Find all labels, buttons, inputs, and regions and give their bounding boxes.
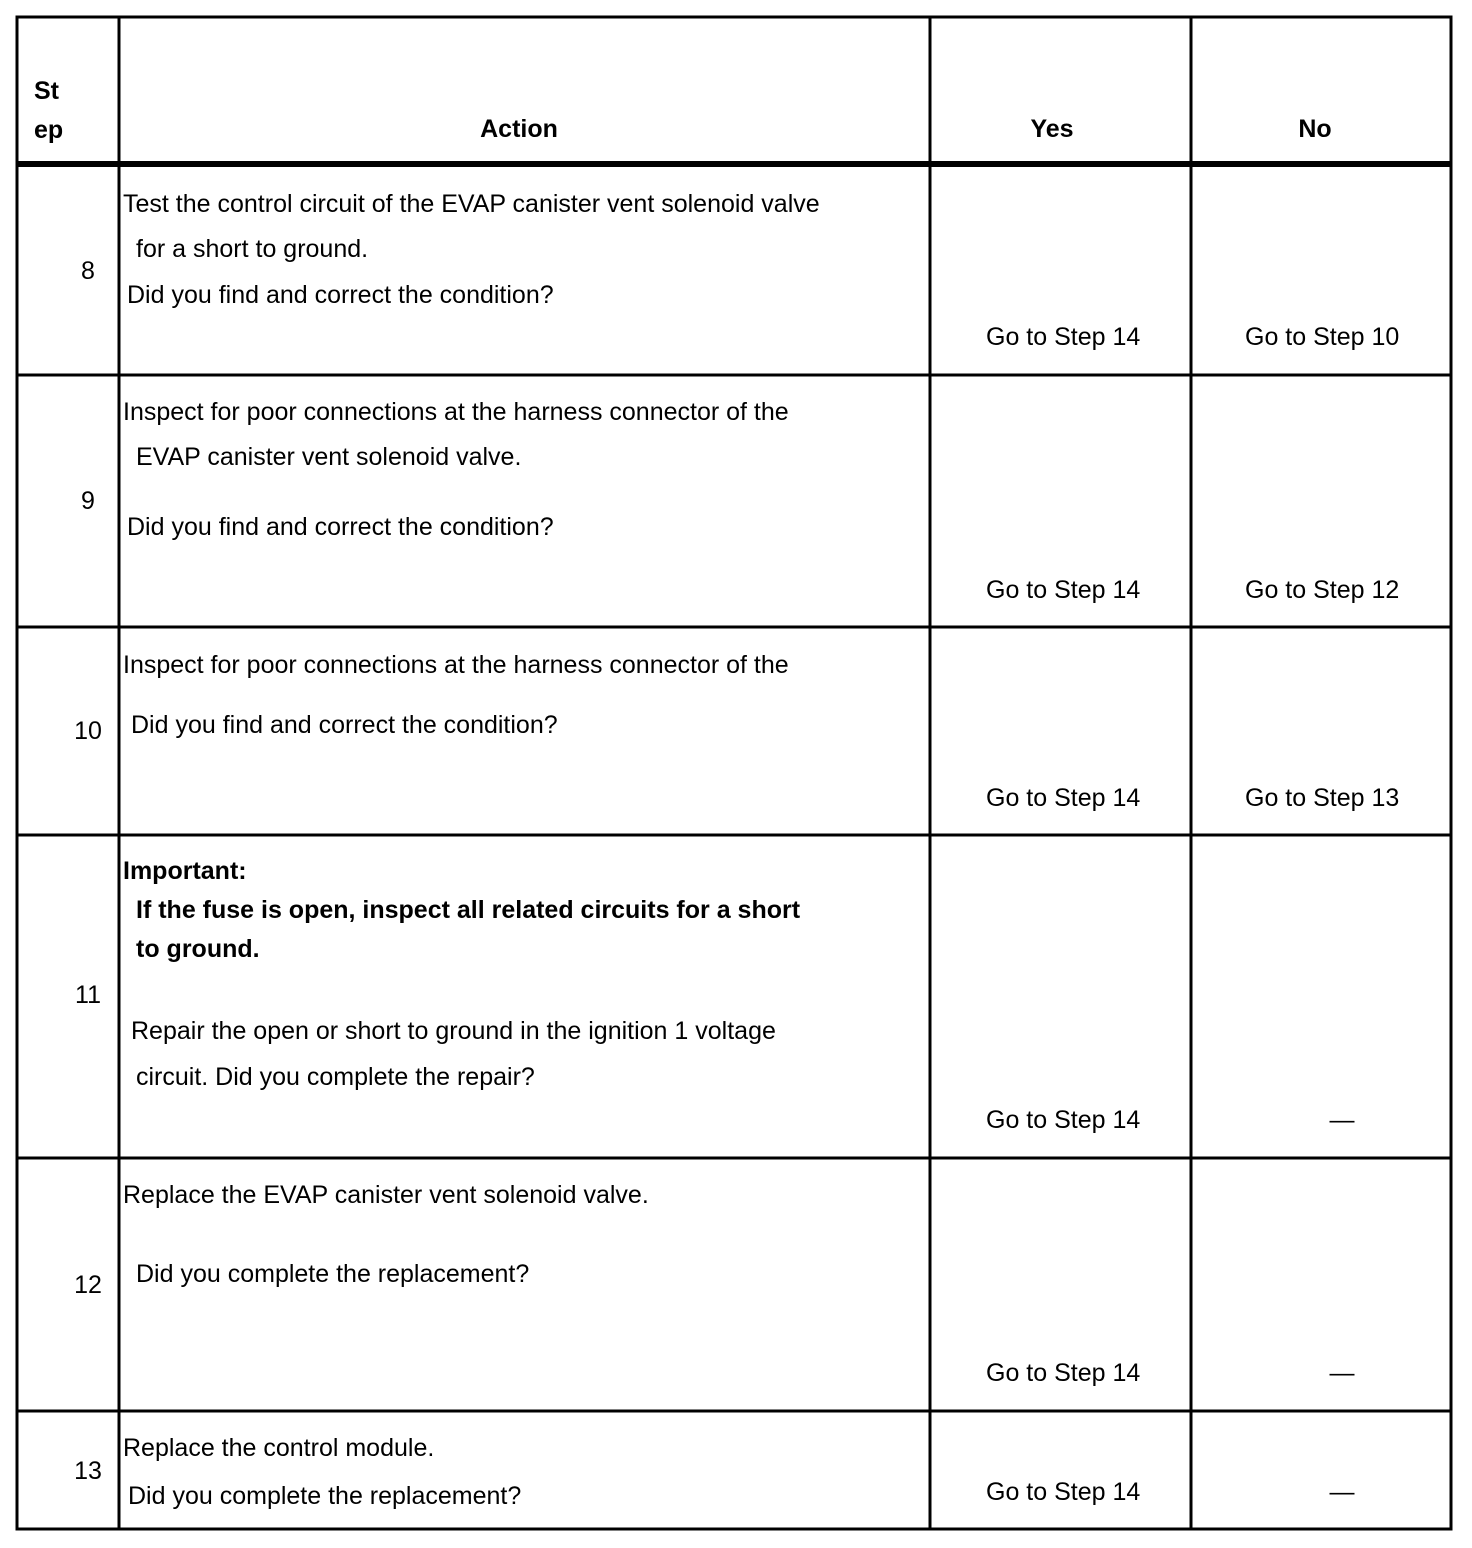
header-action: Action bbox=[480, 115, 558, 143]
action-question: Did you find and correct the condition? bbox=[127, 513, 554, 541]
yes-result: Go to Step 14 bbox=[986, 323, 1141, 351]
action-question: Did you find and correct the condition? bbox=[127, 281, 554, 309]
step-number: 12 bbox=[74, 1271, 102, 1299]
action-text: EVAP canister vent solenoid valve. bbox=[136, 443, 522, 471]
yes-result: Go to Step 14 bbox=[986, 576, 1141, 604]
step-number: 11 bbox=[75, 981, 101, 1009]
yes-result: Go to Step 14 bbox=[986, 1359, 1141, 1387]
important-text: If the fuse is open, inspect all related circuits for a short bbox=[136, 896, 801, 924]
header-yes: Yes bbox=[1030, 115, 1074, 143]
step-number: 13 bbox=[74, 1457, 102, 1485]
important-text: to ground. bbox=[136, 935, 260, 963]
no-result: Go to Step 10 bbox=[1245, 323, 1400, 351]
action-text: Replace the control module. bbox=[123, 1434, 435, 1462]
no-result: Go to Step 13 bbox=[1245, 784, 1400, 812]
yes-result: Go to Step 14 bbox=[986, 1106, 1141, 1134]
yes-result: Go to Step 14 bbox=[986, 784, 1141, 812]
yes-result: Go to Step 14 bbox=[986, 1478, 1141, 1506]
no-result: Go to Step 12 bbox=[1245, 576, 1400, 604]
action-question: Did you complete the replacement? bbox=[128, 1482, 522, 1510]
no-result-dash: — bbox=[1329, 1478, 1355, 1506]
action-text: for a short to ground. bbox=[136, 235, 369, 263]
action-text: Repair the open or short to ground in the ignition 1 voltage bbox=[131, 1017, 776, 1045]
header-no: No bbox=[1298, 115, 1332, 143]
no-result-dash: — bbox=[1329, 1359, 1355, 1387]
action-question: Did you find and correct the condition? bbox=[131, 711, 558, 739]
header-step-line2: ep bbox=[34, 116, 64, 144]
step-number: 8 bbox=[81, 257, 95, 285]
header-step-line1: St bbox=[34, 77, 59, 105]
action-text: Test the control circuit of the EVAP canister vent solenoid valve bbox=[123, 190, 820, 218]
step-number: 10 bbox=[74, 717, 102, 745]
action-question: Did you complete the replacement? bbox=[136, 1260, 530, 1288]
action-question: circuit. Did you complete the repair? bbox=[136, 1063, 535, 1091]
action-text: Inspect for poor connections at the harness connector of the bbox=[123, 398, 789, 426]
important-label: Important: bbox=[123, 857, 247, 885]
no-result-dash: — bbox=[1329, 1106, 1355, 1134]
action-text: Replace the EVAP canister vent solenoid valve. bbox=[123, 1181, 649, 1209]
step-number: 9 bbox=[81, 487, 95, 515]
action-text: Inspect for poor connections at the harness connector of the bbox=[123, 651, 789, 679]
